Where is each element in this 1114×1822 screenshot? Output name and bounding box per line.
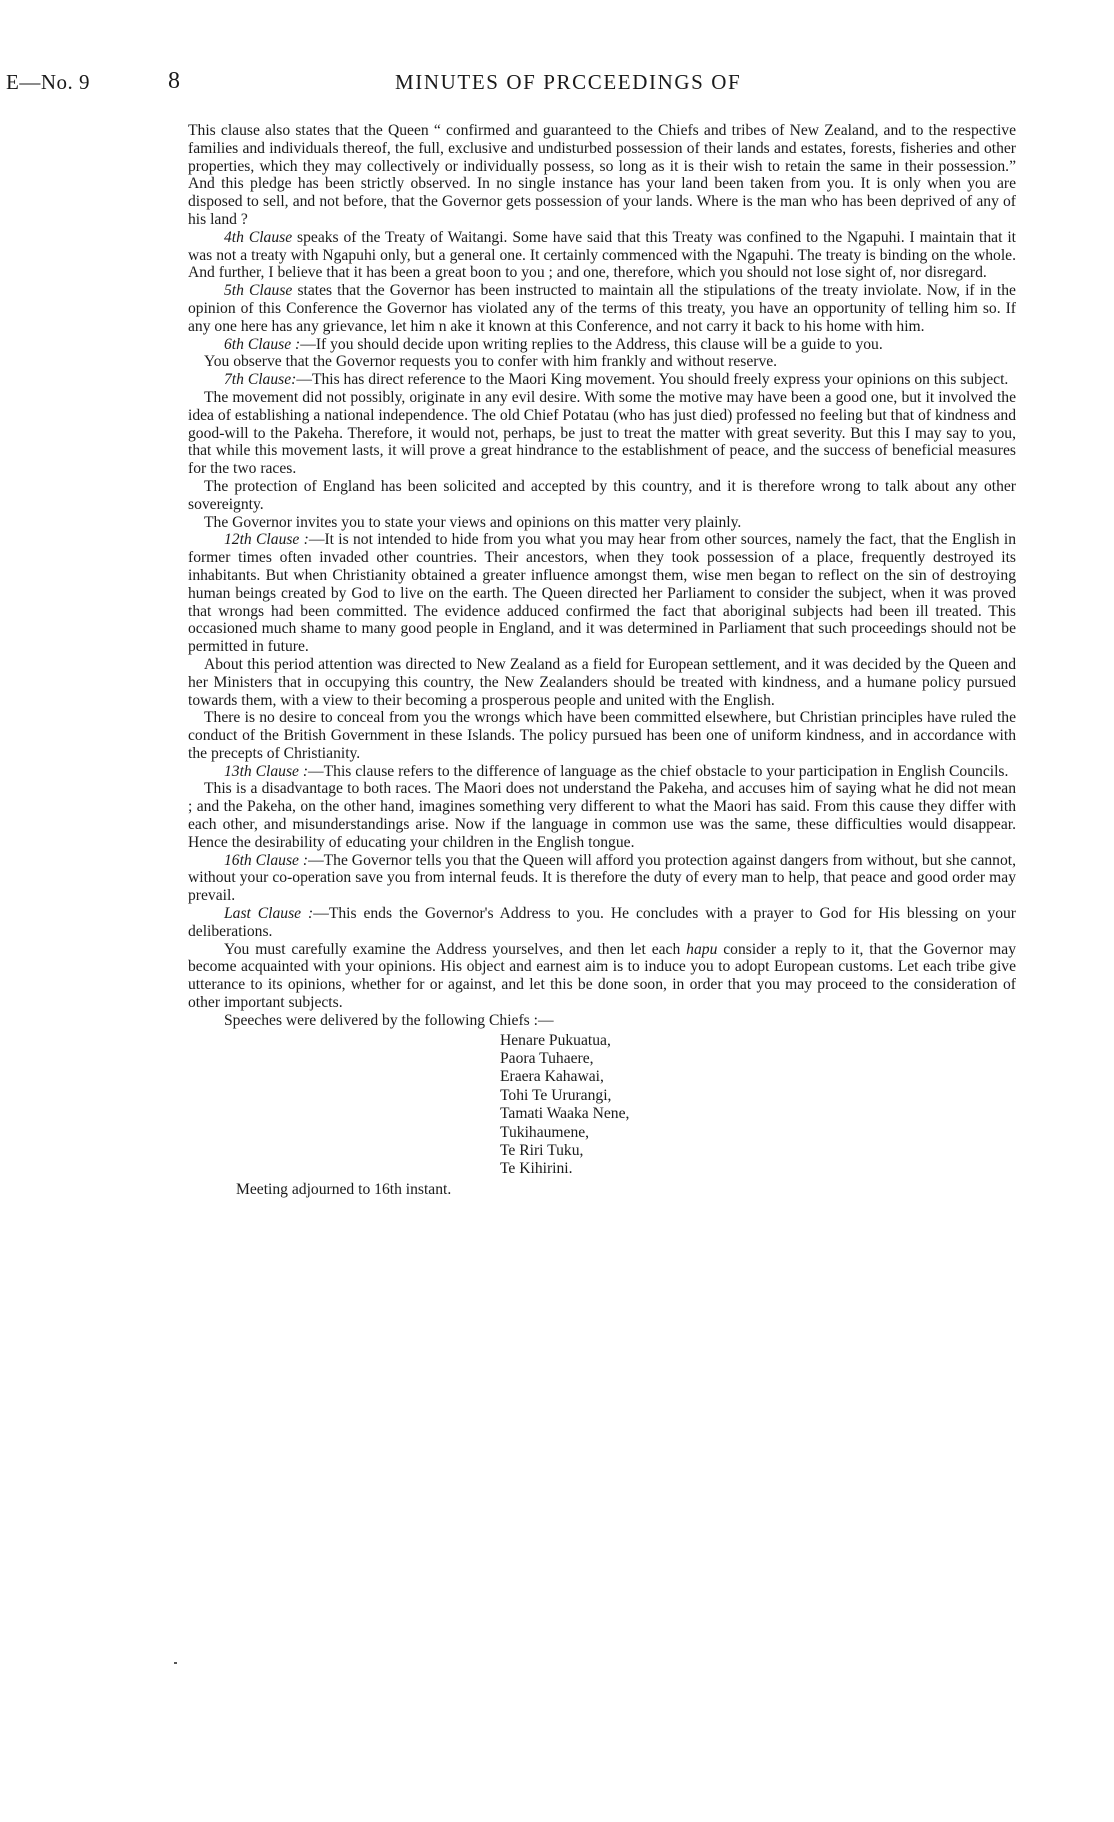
chiefs-list <box>500 1032 1016 1179</box>
paragraph-clause-12 <box>188 531 1016 656</box>
paragraph-clause-4 <box>188 229 1016 282</box>
paragraph-last-clause <box>188 905 1016 941</box>
clause-text: —If you should decide upon writing replies to the Address, this clause will be a guide to you. <box>300 335 883 353</box>
clause-label: Last Clause : <box>224 905 314 923</box>
clause-text: —The Governor tells you that the Queen will afford you protection against dangers from without, but she cannot, without your co-operation save you from internal feuds. It is therefore the duty of every man to help, that peace and good order may prevail. <box>188 851 1017 905</box>
document-reference: E—No. 9 <box>6 70 90 94</box>
paragraph-king-movement: The movement did not possibly, originate in any evil desire. With some the motive may have been a good one, but it involved the idea of establishing a national independence. The old Chief Potatau (who has just died) professed no feeling but that of kindness and good-will to the Pakeha. Therefore, it would not, perhaps, be just to treat the matter with great severity. But this I may say to you, that while this movement lasts, it will prove a great hindrance to the establishment of peace, and the success of beneficial measures for the two races. <box>188 388 1016 478</box>
paragraph-clause-16 <box>188 852 1016 905</box>
paragraph-protection: The protection of England has been solicited and accepted by this country, and it is therefore wrong to talk about any other sovereignty. <box>188 477 1016 513</box>
clause-label: 7th Clause: <box>224 371 297 389</box>
clause-text: —This ends the Governor's Address to you. He concludes with a prayer to God for His blessing on your deliberations. <box>188 905 1016 940</box>
chief-name: Tamati Waaka Nene, <box>500 1105 630 1123</box>
minutes-body <box>188 122 1016 1199</box>
clause-label: 12th Clause : <box>224 531 309 549</box>
clause-text: speaks of the Treaty of Waitangi. Some have said that this Treaty was confined to the Ngapuhi. I maintain that it was not a treaty with Ngapuhi only, but a general one. It certainly commenced with the Ngapuhi. The treaty is binding on the whole. And further, I believe that it has been a great boon to you ; and one, therefore, which you should not lose sight of, nor disregard. <box>188 228 1016 282</box>
chief-name: Tohi Te Ururangi, <box>500 1086 612 1104</box>
clause-label: 4th Clause <box>224 228 293 246</box>
paragraph-treaty-guarantee: This clause also states that the Queen “ confirmed and guaranteed to the Chiefs and tribes of New Zealand, and to the respective families and individuals thereof, the full, exclusive and undisturbed possession of their lands and estates, forests, fisheries and other properties, which they may collectively or individually possess, so long as it is their wish to retain the same in their possession.” And this pledge has been strictly observed. In no single instance has your land been taken from you. It is only when you are disposed to sell, and not before, that the Governor gets possession of your lands. Where is the man who has been deprived of any of his land ? <box>188 122 1016 228</box>
paragraph-settlement: About this period attention was directed to New Zealand as a field for European settlement, and it was decided by the Queen and her Ministers that in occupying this country, the New Zealanders should be treated with kindness, and a humane policy pursued towards them, with a view to their becoming a prosperous people and united with the English. <box>188 655 1016 709</box>
clause-text: —This clause refers to the difference of language as the chief obstacle to your participation in English Councils. <box>308 762 1009 780</box>
clause-text: —It is not intended to hide from you what you may hear from other sources, namely the fact, that the English in former times often invaded other countries. Their ancestors, when they took possession of a place, frequently destroyed its inhabitants. But when Christianity obtained a greater influence amongst them, wise men began to reflect on the sin of destroying human beings created by God to live on the earth. The Queen directed her Parliament to consider the subject, when it was proved that wrongs had been committed. The evidence adduced confirmed the fact that aboriginal subjects had been ill treated. This occasioned much shame to many good people in England, and it was determined in Parliament that such proceedings should not be permitted in future. <box>188 531 1017 656</box>
clause-label: 16th Clause : <box>224 851 309 869</box>
paragraph-invites: The Governor invites you to state your views and opinions on this matter very plainly. <box>204 513 742 531</box>
clause-text: states that the Governor has been instructed to maintain all the stipulations of the treaty inviolate. Now, if in the opinion of this Conference the Governor has violated any of the terms of this treaty, you have an opportunity of telling him so. If any one here has any grievance, let him n ake it known at this Conference, and not carry it back to his home with him. <box>188 282 1016 335</box>
chief-name: Te Riri Tuku, <box>500 1142 584 1160</box>
page-header <box>0 70 1114 104</box>
page-number: 8 <box>168 68 180 94</box>
running-title: MINUTES OF PRCCEEDINGS OF <box>395 70 742 94</box>
paragraph-observe: You observe that the Governor requests you to confer with him frankly and without reserve. <box>204 353 778 371</box>
paragraph-language: This is a disadvantage to both races. The Maori does not understand the Pakeha, and accuses him of saying what he did not mean ; and the Pakeha, on the other hand, imagines something very different to what the Maori has said. From this cause they differ with each other, and misunderstandings arise. Now if the language in common use was the same, these difficulties would disappear. Hence the desirability of educating your children in the English tongue. <box>188 780 1016 851</box>
paragraph-clause-7 <box>188 371 1016 389</box>
clause-label: 6th Clause : <box>224 335 301 353</box>
chief-name: Henare Pukuatua, <box>500 1031 611 1049</box>
paragraph-clause-5 <box>188 282 1016 335</box>
paragraph-adjourned: Meeting adjourned to 16th instant. <box>236 1180 452 1198</box>
chief-name: Te Kihirini. <box>500 1160 573 1178</box>
hapu-term: hapu <box>686 940 718 958</box>
paragraph-examine <box>188 941 1016 1012</box>
paragraph-speeches: Speeches were delivered by the following Chiefs :— <box>224 1011 554 1029</box>
paragraph-conceal: There is no desire to conceal from you the wrongs which have been committed elsewhere, but Christian principles have ruled the conduct of the British Government in these Islands. The policy pursued has been one of uniform kindness, and in accordance with the precepts of Christianity. <box>188 709 1016 762</box>
chief-name: Eraera Kahawai, <box>500 1068 604 1086</box>
chief-name: Tukihaumene, <box>500 1123 590 1141</box>
chief-name: Paora Tuhaere, <box>500 1050 594 1068</box>
stray-mark <box>174 1662 177 1664</box>
clause-label: 5th Clause <box>224 282 293 300</box>
clause-label: 13th Clause : <box>224 762 309 780</box>
paragraph-clause-6 <box>188 336 1016 354</box>
clause-text: —This has direct reference to the Maori King movement. You should freely express your opinions on this subject. <box>296 371 1009 389</box>
paragraph-text: consider a reply to it, that the Governor may become acquainted with your opinions. His object and earnest aim is to induce you to adopt European customs. Let each tribe give utterance to its opinions, whether for or against, and let this be done soon, in order that you may proceed to the consideration of other important subjects. <box>188 940 1016 1012</box>
paragraph-text: You must carefully examine the Address yourselves, and then let each <box>224 940 687 958</box>
paragraph-clause-13 <box>188 763 1016 781</box>
